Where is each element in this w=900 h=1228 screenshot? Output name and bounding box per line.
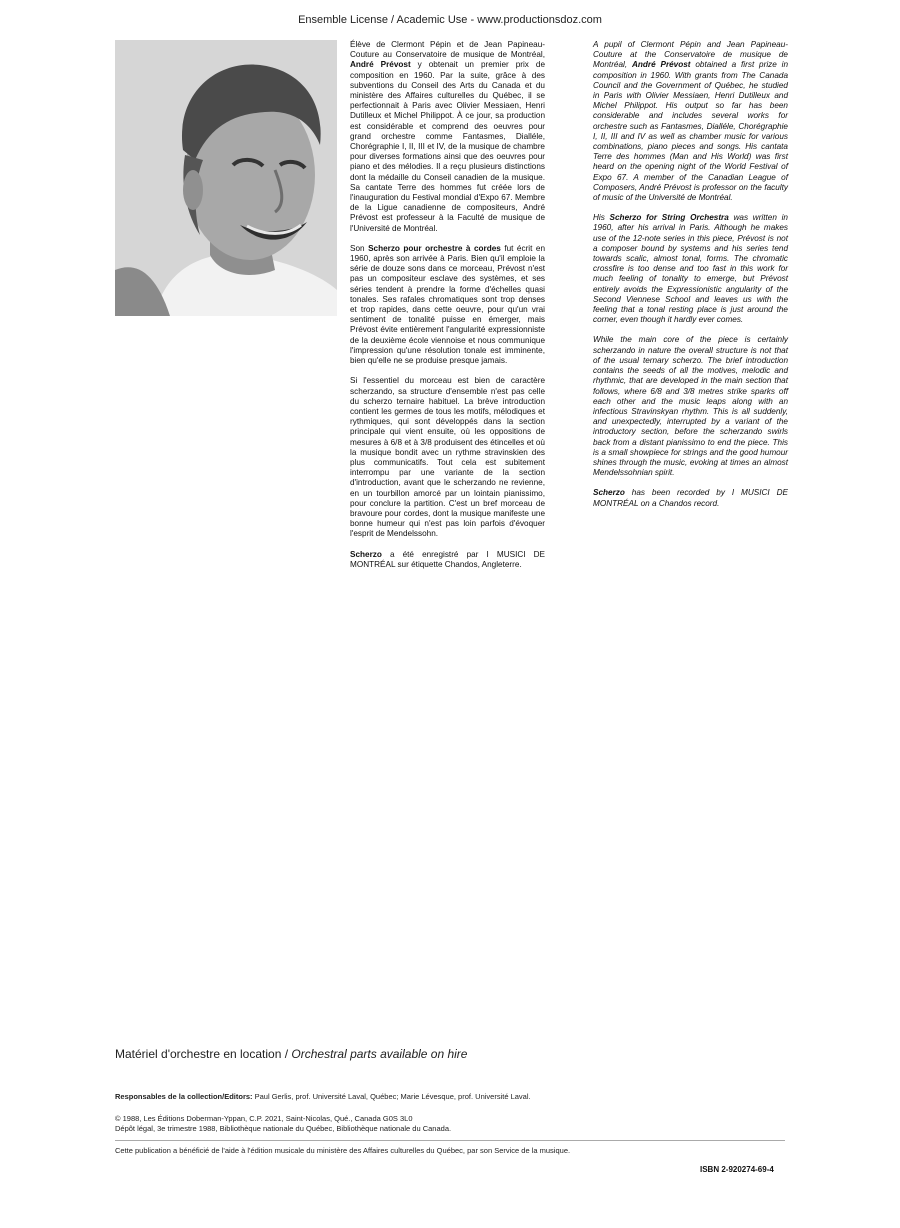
french-paragraph-recording: Scherzo a été enregistré par I MUSICI DE MONTRÉAL sur étiquette Chandos, Angleterre. bbox=[350, 549, 545, 569]
english-paragraph-biography: A pupil of Clermont Pépin and Jean Papineau-Couture at the Conservatoire de musique de Montréal, André Prévost obtained a first prize in composition in 1960. With grants from The Canada Council and the Government of Québec, he studied in Paris with Olivier Messiaen, Henri Dutilleux and Michel Philippot. His output so far has been considerable and includes several works for orchestre such as Fantasmes, Dialléle, Chorégraphie I, II, III and IV as well as chamber music for various combinations, piano pieces and songs. His cantata Terre des hommes (Man and His World) was first heard on the opening night of the World Festival of Expo 67. A member of the Canadian League of Composers, André Prévost is professor on the faculty of music of the Université de Montréal. bbox=[593, 40, 789, 203]
english-biography-column bbox=[593, 40, 788, 519]
french-paragraph-biography: Élève de Clermont Pépin et de Jean Papineau-Couture au Conservatoire de musique de Montréal, André Prévost y obtenait un premier prix de composition en 1960. Par la suite, grâce à des subventions du Conseil des Arts du Canada et du ministère des Affaires culturelles du Québec, il se perfectionnait à Paris avec Olivier Messiaen, Henri Dutilleux et Michel Philippot. À ce jour, sa production est considérable et comprend des oeuvres pour grand orchestre comme Fantasmes, Dialléle, Chorégraphie I, II, III et IV, de la musique de chambre pour diverses formations ainsi que des oeuvres pour piano et des mélodies. Il a reçu plusieurs distinctions dont la médaille du Conseil canadien de la musique. Sa cantate Terre des hommes fut créée lors de l'inauguration du Festival mondial d'Expo 67. Membre de la Ligue canadienne de compositeurs, André Prévost est professeur à la Faculté de musique de l'Université de Montréal. bbox=[350, 40, 545, 233]
english-paragraph-scherzo: His Scherzo for String Orchestra was written in 1960, after his arrival in Paris. Although he makes use of the 12-note series in this piece, Prévost is not a composer bound by systems and his series tend towards scalic, almost tonal, forms. The chromatic crossfire is too dense and too fast in this work for much feeling of tonality to emerge, but Prévost entirely avoids the Expressionistic angularity of the Second Viennese School and leaves us with the feeling that a tonal resting place is just around the corner, even though it hardly ever comes. bbox=[593, 213, 788, 325]
french-paragraph-scherzo: Son Scherzo pour orchestre à cordes fut écrit en 1960, après son arrivée à Paris. Bien qu'il emploie la série de douze sons dans ce morceau, Prévost n'est pas un compositeur esclave des systèmes, et ses séries tendent à prendre la forme d'échelles quasi tonales. Ses rafales chromatiques sont trop denses et trop rapides, dans cette oeuvre, pour qu'un vrai sentiment de tonalité puisse en émerger, mais Prévost évite entièrement l'angularité expressionniste de la deuxième école viennoise et nous communique l'impression qu'une résolution tonale est imminente, bien qu'elle ne se produise presque jamais. bbox=[350, 243, 545, 366]
subsidy-notice: Cette publication a bénéficié de l'aide à l'édition musicale du ministère des Affaires culturelles du Québec, par son Service de la musique. bbox=[115, 1146, 571, 1155]
composer-name: André Prévost bbox=[350, 60, 411, 70]
isbn-label: ISBN 2-920274-69-4 bbox=[700, 1165, 774, 1174]
copyright-notice: © 1988, Les Éditions Doberman-Yppan, C.P. 2021, Saint-Nicolas, Qué., Canada G0S 3L0 Dépôt légal, 3e trimestre 1988, Bibliothèque nationale du Québec, Bibliothèque nationale du Canada. bbox=[115, 1114, 452, 1133]
work-title: Scherzo pour orchestre à cordes bbox=[368, 243, 501, 253]
license-header: Ensemble License / Academic Use - www.productionsdoz.com bbox=[298, 14, 602, 26]
english-paragraph-recording: Scherzo has been recorded by I MUSICI DE MONTRÉAL on a Chandos record. bbox=[593, 488, 788, 508]
orchestral-parts-notice: Matériel d'orchestre en location / Orchestral parts available on hire bbox=[115, 1047, 468, 1061]
french-biography-column bbox=[350, 40, 545, 580]
work-title: Scherzo for String Orchestra bbox=[609, 213, 729, 223]
footer-divider bbox=[115, 1140, 785, 1141]
composer-photo bbox=[115, 40, 337, 316]
work-title: Scherzo bbox=[593, 488, 625, 498]
composer-name: André Prévost bbox=[631, 60, 691, 70]
french-paragraph-structure: Si l'essentiel du morceau est bien de caractère scherzando, sa structure d'ensemble n'est pas celle du scherzo ternaire habituel. La brève introduction contient les germes de tous les motifs, mélodiques et rythmiques, qui sont développés dans la section principale qui vient ensuite, où les oppositions de mesures à 6/8 et à 3/8 produisent des étincelles et où la musique bondit avec un rythme stravinskien des plus communicatifs. Tout cela est subitement interrompu par une variante de la section d'introduction, avant que le scherzando ne revienne, en un tourbillon amorcé par un lointain pianissimo, pour conclure la partition. C'est un bref morceau de bravoure pour cordes, dont la musique manifeste une bonne humeur qui n'est pas loin parfois d'évoquer l'esprit de Mendelssohn. bbox=[350, 376, 545, 539]
work-title: Scherzo bbox=[350, 549, 382, 559]
composer-portrait-image bbox=[115, 40, 337, 316]
editors-credit: Responsables de la collection/Editors: Paul Gerlis, prof. Université Laval, Québec; Marie Lévesque, prof. Université Laval. bbox=[115, 1092, 531, 1101]
english-paragraph-structure: While the main core of the piece is certainly scherzando in nature the overall structure is not that of the usual ternary scherzo. The brief introduction contains the seeds of all the motives, melodic and rhythmic, that are developed in the main section that follows, where 6/8 and 3/8 metres strike sparks off each other and the music leaps along with an infectious Stravinskyan rhythm. This is all suddenly, and unexpectedly, interrupted by a variant of the introductory section, before the scherzando swirls back from a distant pianissimo to end the piece. This is a small showpiece for strings and the good humour shines through the music, evoking at times an almost Mendelssohnian spirit. bbox=[593, 335, 788, 478]
